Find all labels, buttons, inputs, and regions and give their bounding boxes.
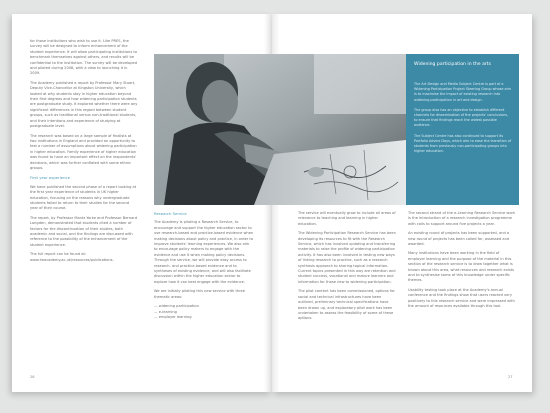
first-year-subheading: First year experience — [30, 175, 70, 181]
col1-paragraph-3: The research was based on a large sample of finalists at two institutions in England and provided an opportunity to test a number of assumptions about widening participation in higher education. Family experience of higher education was found to have an important effect on the respondents' decisions, which was further conflated with some ethnic groups. — [30, 133, 137, 170]
brochure-spread — [12, 14, 532, 392]
panel-paragraph-3: The Subject Centre has also continued to support its Portfolio Advice Days, which aim to ease the transition of students from previously non-participating groups into higher education. — [414, 133, 512, 154]
col1-paragraph-5: The report, by Professor Mantz Yorke and Professor Bernard Longden, demonstrated that students cited a number of factors for the discontinuation of their studies, both academic and social, and the findings are discussed with reference to the possibility of the enhancement of the student experience. — [30, 215, 138, 247]
col4-paragraph-3: Many institutions have been working in the field of employer learning and the purpose of the material in this section of the research service is to draw together what is known about this area, what resources and research exists and to synthesise some of this knowledge under specific themes. — [408, 251, 514, 283]
column-4 — [408, 211, 516, 314]
research-service-subheading: Research Service — [154, 211, 187, 216]
photo-student-drawing-icon — [154, 54, 406, 205]
col4-paragraph-1: The second strand of the e-Learning Research Service work is the introduction of a research investigation programme with calls to support around five projects a year. — [408, 211, 516, 226]
list-item: — employer learning — [154, 315, 254, 320]
list-item: — widening participation — [154, 304, 254, 309]
panel-paragraph-1: The Art Design and Media Subject Centre is part of a Widening Participation Project Steering Group whose aim is to maximise the impact of existing research into widening participation in art and design. — [414, 82, 511, 102]
column-3 — [298, 211, 398, 326]
widening-participation-arts-panel — [406, 54, 519, 205]
col1-paragraph-2: The Academy published a report by Professor Mary Stuart, Deputy Vice-Chancellor at Kingston University, which looked at why students stay in higher education beyond their first degrees and how widening participation students are postgraduate study. It explored whether there were any significant differences in this regard between student groups, such as traditional versus non-traditional students, and their intentions and experience of studying at postgraduate level. — [30, 80, 138, 129]
list-item: — e-learning — [154, 310, 254, 315]
photo-student-drawing — [154, 54, 406, 205]
column-1 — [30, 39, 138, 267]
right-page-number: 27 — [508, 375, 513, 379]
col1-paragraph-4: We have published the second phase of a report looking at the first year experience of students in UK higher education, focusing on the reasons why undergraduate students failed to return to their studies for the second year of their course. — [30, 184, 137, 211]
col4-paragraph-4: Usability testing took place at the Academy's annual conference and the findings show that users reacted very positively to this research service and were impressed with the amount of resources available through this tool. — [408, 287, 515, 309]
column-2 — [154, 211, 254, 320]
col4-paragraph-2: An existing round of projects has been supported, and a new round of projects has been called for, assessed and awarded. — [408, 231, 510, 247]
col3-paragraph-3: The pilot content has been commissioned, options for social and technical infrastructures have been outlined, preliminary technical specifications have been drawn up, and exploratory pilot work has been undertaken to assess the feasibility of some of these options. — [298, 289, 395, 321]
panel-body — [414, 82, 512, 159]
col1-paragraph-1: for those institutions who wish to use it. Like PRES, the survey will be designed to inform enhancement of the student experience. It will allow participating institutions to benchmark themselves against others, and results will be confidential to the institution. The survey will be developed and piloted during 2008, with a view to launching it in 2009. — [30, 39, 138, 76]
panel-title: Widening participation in the arts — [414, 62, 491, 67]
thematic-areas-list — [154, 304, 254, 320]
col2-paragraph-2: We are initially piloting this new service with three thematic areas: — [154, 289, 245, 299]
col2-paragraph-1: The Academy is piloting a Research Service, to encourage and support the higher education sector to use research-based and practice-based evidence when making decisions about policy and practice, in order to improve students' learning experiences. We also aim to encourage policy makers to engage with the evidence and use it when making policy decisions. Through the service, we will provide easy access to research- and practice-based evidence and to syntheses of existing evidence, and will also facilitate discussion within the higher education sector to explore how it can best engage with the evidence. — [154, 220, 254, 284]
left-page-number: 26 — [30, 375, 35, 379]
col3-paragraph-2: The Widening Participation Research Service has been developing its resources to fit with the Research Service, which has involved updating and transferring materials to raise the profile of widening participation activity. It has also been involved in testing new ways of linking research to practice, such as a research synthesis approach to sharing topical information. Current topics presented in this way are retention and student success, vocational and mature learners and information for those new to widening participation. — [298, 231, 396, 284]
panel-paragraph-2: The group also has an objective to establish different channels for dissemination of the projects' conclusions, to ensure that findings reach the widest possible audience. — [414, 107, 509, 128]
col1-paragraph-6: The full report can be found at: www.heacademy.ac.uk/resources/publications. — [30, 252, 114, 262]
col3-paragraph-1: The service will eventually grow to include all areas of relevance to teaching and learning in higher education. — [298, 211, 396, 226]
